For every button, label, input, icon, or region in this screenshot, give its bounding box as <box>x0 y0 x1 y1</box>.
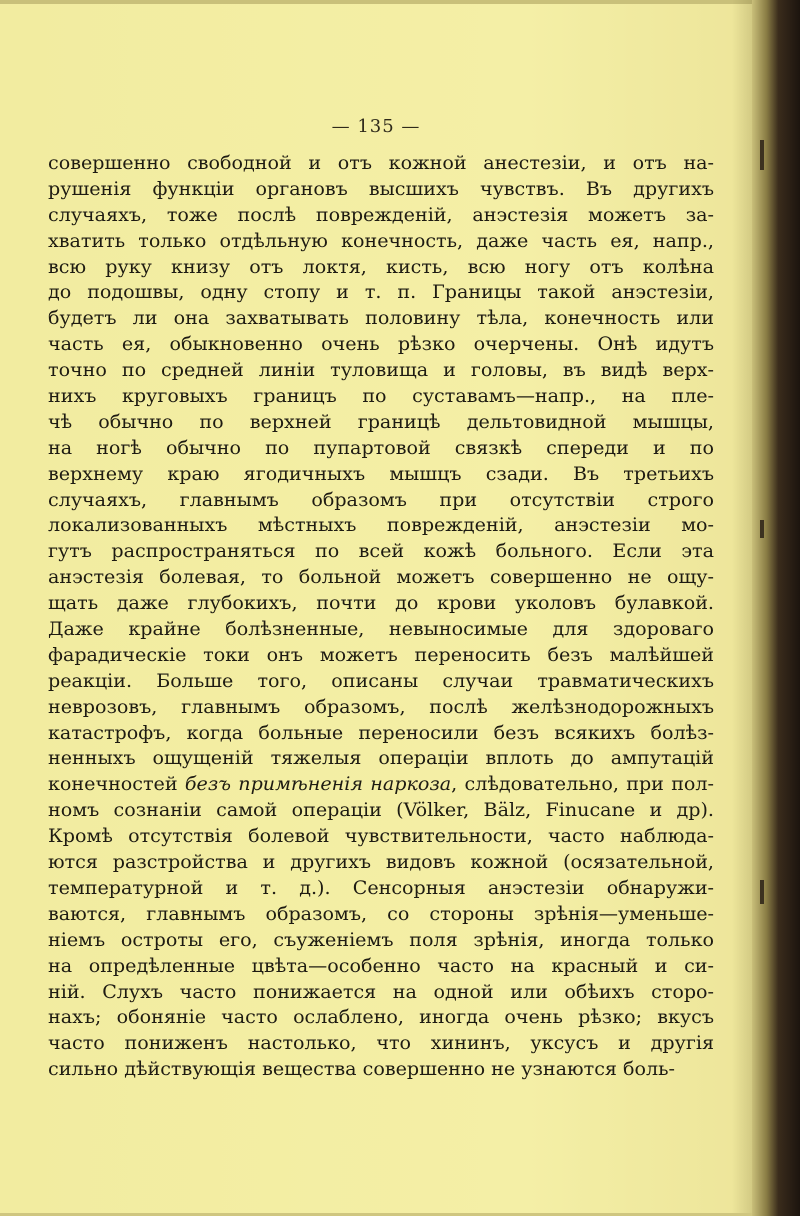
text-line: часто пониженъ настолько, что хининъ, уксусъ и другія <box>48 1031 714 1055</box>
text-line: щать даже глубокихъ, почти до крови уколовъ булавкой. <box>48 591 714 615</box>
text-line: гутъ распространяться по всей кожѣ больного. Если эта <box>48 539 714 563</box>
text-line: часть ея, обыкновенно очень рѣзко очерчены. Онѣ идутъ <box>48 332 714 356</box>
spine-mark <box>760 520 764 538</box>
text-line: случаяхъ, тоже послѣ поврежденій, анэстезія можетъ за- <box>48 202 714 226</box>
text-line: на ногѣ обычно по пупартовой связкѣ спереди и по <box>48 435 714 459</box>
text-line: хватить только отдѣльную конечность, даже часть ея, напр., <box>48 228 714 252</box>
text-line: номъ сознаніи самой операціи (Völker, Bälz, Finucane и др). <box>48 798 714 822</box>
text-line: на опредѣленные цвѣта—особенно часто на красный и си- <box>48 953 714 977</box>
book-spine <box>752 0 800 1216</box>
text-line: ненныхъ ощущеній тяжелыя операціи вплоть до ампутацій <box>48 746 714 770</box>
text-line: Кромѣ отсутствія болевой чувствительности, часто наблюда- <box>48 824 714 848</box>
text-line: верхнему краю ягодичныхъ мышцъ сзади. Въ третьихъ <box>48 461 714 485</box>
text-line: реакціи. Больше того, описаны случаи травматическихъ <box>48 668 714 692</box>
text-line: нахъ; обоняніе часто ослаблено, иногда очень рѣзко; вкусъ <box>48 1005 714 1029</box>
text-line: локализованныхъ мѣстныхъ поврежденій, анэстезіи мо- <box>48 513 714 537</box>
text-line: Даже крайне болѣзненные, невыносимые для здороваго <box>48 617 714 641</box>
text-line: до подошвы, одну стопу и т. п. Границы такой анэстезіи, <box>48 280 714 304</box>
spine-mark <box>760 140 764 170</box>
text-line: будетъ ли она захватывать половину тѣла, конечность или <box>48 306 714 330</box>
page-top-edge <box>0 0 752 4</box>
text-line: рушенія функціи органовъ высшихъ чувствъ. Въ другихъ <box>48 176 714 200</box>
spine-mark <box>760 880 764 904</box>
text-line: фарадическіе токи онъ можетъ переносить безъ малѣйшей <box>48 642 714 666</box>
page-number: — 135 — <box>331 116 421 137</box>
text-line: нихъ круговыхъ границъ по суставамъ—напр., на пле- <box>48 384 714 408</box>
text-line: случаяхъ, главнымъ образомъ при отсутствіи строго <box>48 487 714 511</box>
text-line: ются разстройства и другихъ видовъ кожной (осязательной, <box>48 850 714 874</box>
text-line: совершенно свободной и отъ кожной анестезіи, и отъ на- <box>48 151 714 174</box>
text-line: точно по средней линіи туловища и головы, въ видѣ верх- <box>48 358 714 382</box>
text-line: сильно дѣйствующія вещества совершенно не узнаются боль- <box>48 1057 675 1081</box>
text-line: всю руку книзу отъ локтя, кисть, всю ногу отъ колѣна <box>48 254 714 278</box>
text-line: ніемъ остроты его, съуженіемъ поля зрѣнія, иногда только <box>48 927 714 951</box>
text-line: чѣ обычно по верхней границѣ дельтовидной мышцы, <box>48 409 714 433</box>
italic-run: безъ примѣненія наркоза <box>184 772 452 796</box>
text-line: ній. Слухъ часто понижается на одной или обѣихъ сторо- <box>48 979 714 1003</box>
text-line <box>48 771 714 797</box>
text-line: катастрофъ, когда больные переносили безъ всякихъ болѣз- <box>48 720 714 744</box>
page-gutter-shadow <box>732 0 752 1216</box>
text-line: ваются, главнымъ образомъ, со стороны зрѣнія—уменьше- <box>48 901 714 925</box>
text-line: анэстезія болевая, то больной можетъ совершенно не ощу- <box>48 565 714 589</box>
text-line: температурной и т. д.). Сенсорныя анэстезіи обнаружи- <box>48 875 714 899</box>
text-line: неврозовъ, главнымъ образомъ, послѣ желѣзнодорожныхъ <box>48 694 714 718</box>
text-run: конечностей <box>48 772 185 796</box>
body-text <box>48 150 714 1082</box>
text-run: , слѣдовательно, при пол- <box>451 772 714 796</box>
